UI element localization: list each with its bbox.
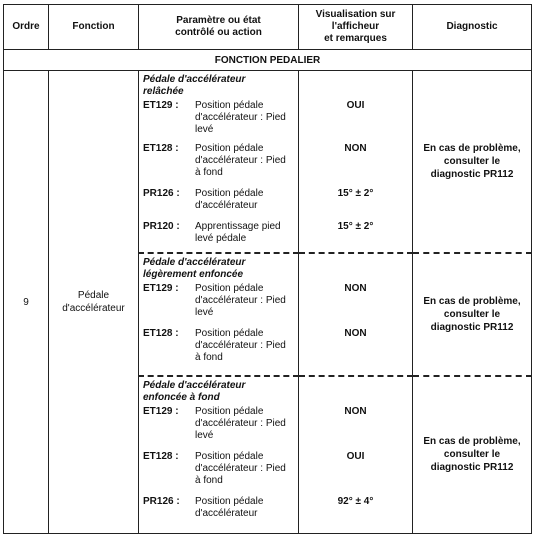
param-code: ET128 :	[143, 143, 179, 154]
param-desc: Position pédale d'accélérateur : Pied levé	[195, 405, 286, 441]
param-row	[143, 221, 294, 250]
param-cell-relachee	[139, 71, 299, 253]
diag-cell-relachee: En cas de problème, consulter le diagnostic PR112	[413, 71, 532, 253]
vis-cell-relachee	[299, 71, 413, 253]
header-parametre: Paramètre ou état contrôlé ou action	[139, 5, 299, 50]
param-desc: Position pédale d'accélérateur : Pied levé	[195, 100, 286, 135]
section-title: FONCTION PEDALIER	[4, 50, 532, 71]
param-code: PR126 :	[143, 495, 180, 507]
vis-value: NON	[344, 143, 367, 154]
header-row	[4, 5, 532, 50]
diag-cell-legerement: En cas de problème, consulter le diagnostic PR112	[413, 253, 532, 376]
param-row	[143, 188, 294, 221]
vis-value: NON	[344, 327, 367, 339]
group-row-relachee	[4, 71, 532, 253]
vis-value: 92° ± 4°	[337, 495, 374, 507]
param-code: ET129 :	[143, 405, 179, 417]
param-row	[143, 406, 294, 451]
param-row	[143, 143, 294, 188]
vis-value: NON	[344, 405, 367, 417]
param-desc: Position pédale d'accélérateur : Pied levé	[195, 282, 286, 318]
param-row	[143, 451, 294, 496]
param-desc: Position pédale d'accélérateur	[195, 188, 264, 211]
vis-cell-legerement	[299, 253, 413, 376]
param-code: PR120 :	[143, 221, 180, 232]
param-code: ET128 :	[143, 327, 179, 339]
param-code: PR126 :	[143, 188, 180, 199]
header-ordre: Ordre	[4, 5, 49, 50]
param-row	[143, 100, 294, 143]
param-code: ET129 :	[143, 282, 179, 294]
group-title: Pédale d'accélérateur légèrement enfoncée	[143, 256, 246, 280]
param-code: ET128 :	[143, 450, 179, 462]
group-title: Pédale d'accélérateur enfoncée à fond	[143, 379, 246, 403]
diag-cell-fond: En cas de problème, consulter le diagnostic PR112	[413, 376, 532, 534]
param-row	[143, 496, 294, 526]
param-desc: Apprentissage pied levé pédale	[195, 221, 281, 244]
param-cell-fond	[139, 376, 299, 534]
param-row	[143, 283, 294, 328]
vis-value: OUI	[346, 100, 365, 111]
param-code: ET129 :	[143, 100, 179, 111]
param-desc: Position pédale d'accélérateur : Pied à fond	[195, 327, 286, 363]
diagnostic-table	[3, 4, 532, 534]
param-desc: Position pédale d'accélérateur : Pied à fond	[195, 143, 286, 178]
header-visualisation: Visualisation sur l'afficheur et remarques	[299, 5, 413, 50]
param-desc: Position pédale d'accélérateur	[195, 495, 264, 519]
vis-value: 15° ± 2°	[337, 221, 374, 232]
param-desc: Position pédale d'accélérateur : Pied à fond	[195, 450, 286, 486]
vis-value: 15° ± 2°	[337, 188, 374, 199]
vis-value: NON	[344, 282, 367, 294]
param-row	[143, 328, 294, 373]
vis-cell-fond	[299, 376, 413, 534]
header-diagnostic: Diagnostic	[413, 5, 532, 50]
header-fonction: Fonction	[49, 5, 139, 50]
vis-value: OUI	[346, 450, 365, 462]
param-cell-legerement	[139, 253, 299, 376]
section-row	[4, 50, 532, 71]
order-number: 9	[4, 71, 49, 534]
group-title: Pédale d'accélérateur relâchée	[143, 74, 246, 97]
function-name: Pédale d'accélérateur	[49, 71, 139, 534]
